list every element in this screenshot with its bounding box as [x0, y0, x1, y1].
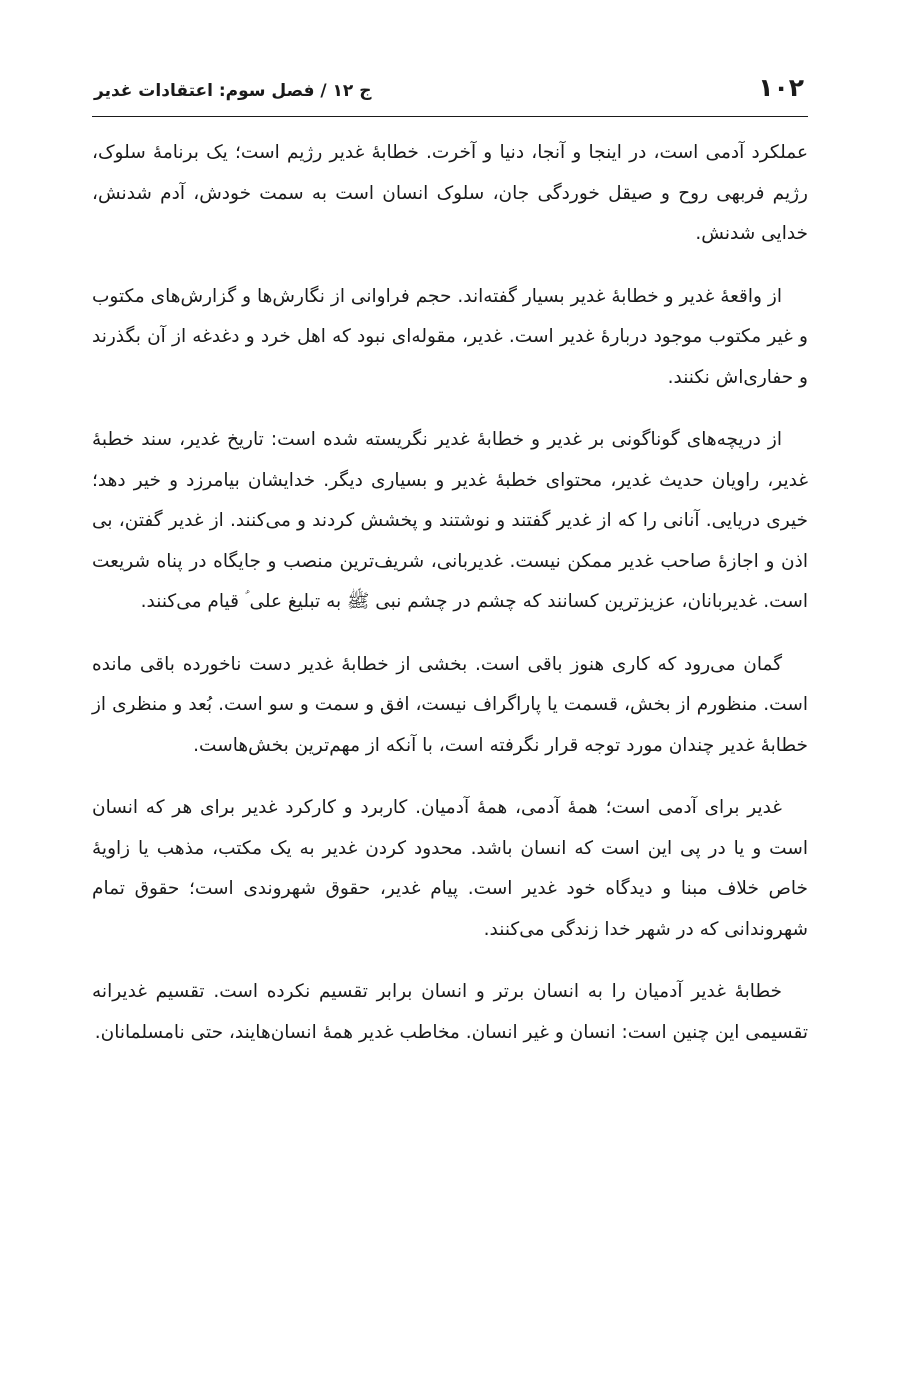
body-text	[92, 133, 808, 1053]
paragraph-6: خطابهٔ غدیر آدمیان را به انسان برتر و انسان برابر تقسیم نکرده است. تقسیم غدیرانه تقسیمی این چنین است: انسان و غیر انسان. مخاطب غدیر همهٔ انسان‌هایند، حتی نامسلمانان.	[92, 981, 808, 1043]
paragraph-2: از واقعهٔ غدیر و خطابهٔ غدیر بسیار گفته‌اند. حجم فراوانی از نگارش‌ها و گزارش‌های مکتوب و غیر مکتوب موجود دربارهٔ غدیر است. غدیر، مقوله‌ای نبود که اهل خرد و دغدغه از آن بگذرند و حفاری‌اش نکنند.	[92, 285, 808, 388]
book-page	[92, 60, 808, 1075]
paragraph-5: غدیر برای آدمی است؛ همهٔ آدمی، همهٔ آدمیان. کاربرد و کارکرد غدیر برای هر که انسان است و یا در پی این است که انسان باشد. محدود کردن غدیر به یک مکتب، مذهب یا زاویهٔ خاص خلاف مبنا و دیدگاه خود غدیر است. پیام غدیر، حقوق شهروندی است؛ حقوق تمام شهروندانی که در شهر خدا زندگی می‌کنند.	[92, 797, 808, 940]
paragraph-3: از دریچه‌های گوناگونی بر غدیر و خطابهٔ غدیر نگریسته شده است: تاریخ غدیر، سند خطبهٔ غدیر، راویان حدیث غدیر، محتوای خطبهٔ غدیر و بسیاری دیگر. خدایشان بیامرزد و خیر دهد؛ خیری دریایی. آنانی را که از غدیر گفتند و نوشتند و پخشش کردند و می‌کنند. از غدیر گفتن، بی اذن و اجازهٔ صاحب غدیر ممکن نیست. غدیربانی، شریف‌ترین منصب و جایگاه در پناه شریعت است. غدیربانان، عزیزترین کسانند که چشم در چشم نبی ﷺ به تبلیغ علی ؑ قیام می‌کنند.	[92, 429, 808, 612]
paragraph-4: گمان می‌رود که کاری هنوز باقی است. بخشی از خطابهٔ غدیر دست ناخورده باقی مانده است. منظورم از بخش، قسمت یا پاراگراف نیست، افق و سمت و سو است. بُعد و منظری از خطابهٔ غدیر چندان مورد توجه قرار نگرفته است، با آنکه از مهم‌ترین بخش‌هاست.	[92, 653, 808, 756]
paragraph-1: عملکرد آدمی است، در اینجا و آنجا، دنیا و آخرت. خطابهٔ غدیر رژیم است؛ یک برنامهٔ سلوک، رژیم فربهی روح و صیقل خوردگی جان، سلوک انسان است به سمت خودش، آدم شدنش، خدایی شدنش.	[92, 142, 808, 244]
page-number: ۱۰۲	[758, 73, 804, 102]
running-header	[92, 60, 808, 117]
running-title: ج ۱۲ / فصل سوم: اعتقادات غدیر	[94, 81, 372, 101]
